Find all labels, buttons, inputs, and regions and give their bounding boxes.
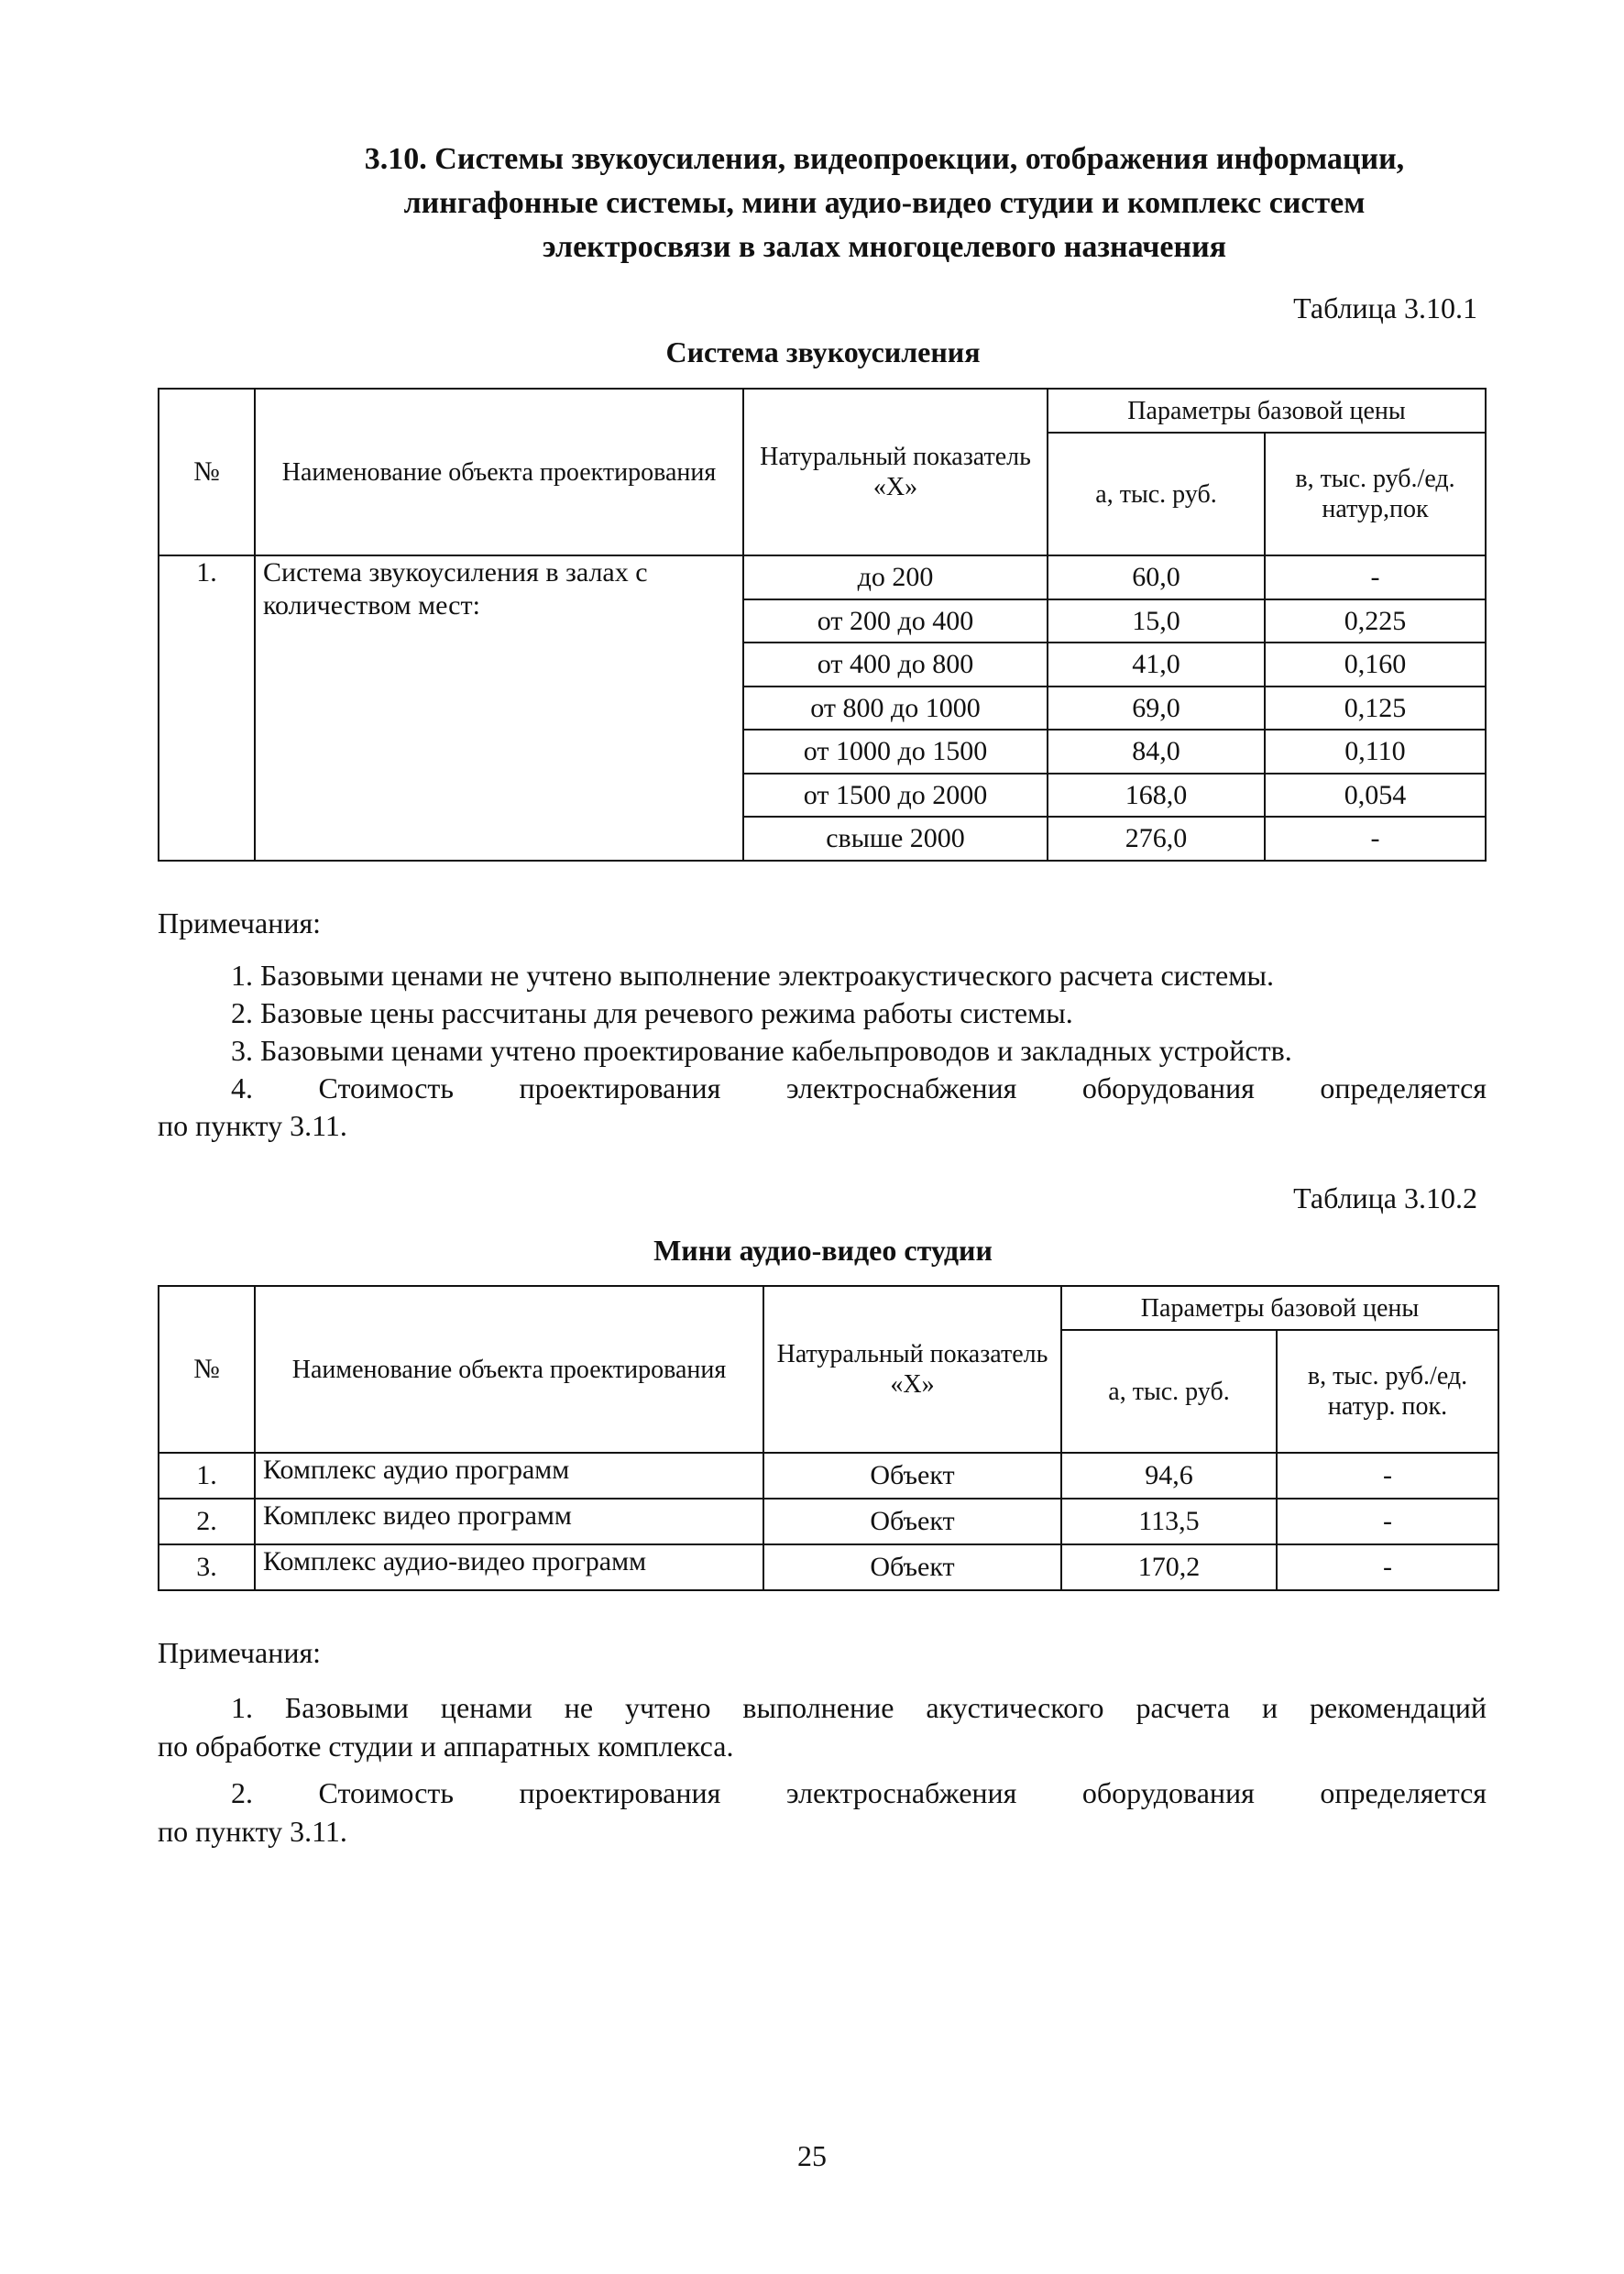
header-natural-indicator: Натуральный показатель «Х» [763, 1286, 1061, 1453]
cell-b: - [1265, 817, 1486, 861]
cell-indicator: до 200 [743, 555, 1048, 599]
cell-indicator: Объект [763, 1453, 1061, 1499]
heading-line-1: 3.10. Системы звукоусиления, видеопроекции, отображения информации, [364, 142, 1405, 176]
table-row-number: 2. [159, 1499, 255, 1544]
cell-a: 94,6 [1061, 1453, 1277, 1499]
table-2-label: Таблица 3.10.2 [1293, 1181, 1477, 1214]
page-number: 25 [797, 2139, 827, 2172]
cell-b: - [1277, 1453, 1498, 1499]
table-row-name: Комплекс аудио-видео программ [255, 1544, 763, 1590]
cell-a: 170,2 [1061, 1544, 1277, 1590]
cell-b: - [1277, 1544, 1498, 1590]
header-object-name: Наименование объекта проектирования [255, 1286, 763, 1453]
heading-line-2: лингафонные системы, мини аудио-видео студии и комплекс систем [403, 186, 1366, 220]
cell-indicator: свыше 2000 [743, 817, 1048, 861]
header-no: № [159, 1286, 255, 1453]
header-base-price-params: Параметры базовой цены [1061, 1286, 1498, 1330]
note-1-3: 3. Базовыми ценами учтено проектирование кабельпроводов и закладных устройств. [231, 1034, 1292, 1067]
table-row-number: 1. [159, 1453, 255, 1499]
note-2-2-continued: по пункту 3.11. [158, 1815, 347, 1848]
cell-b: - [1277, 1499, 1498, 1544]
cell-a: 168,0 [1048, 774, 1265, 817]
note-2-1-continued: по обработке студии и аппаратных комплекса. [158, 1730, 734, 1763]
cell-indicator: от 400 до 800 [743, 643, 1048, 687]
note-2-2: 2. Стоимость проектирования электроснабжения оборудования определяется [231, 1776, 1487, 1809]
table-row-number: 3. [159, 1544, 255, 1590]
row-number: 1. [159, 555, 255, 861]
table-row-name: Комплекс аудио программ [255, 1453, 763, 1499]
cell-indicator: от 1500 до 2000 [743, 774, 1048, 817]
cell-b: 0,125 [1265, 687, 1486, 730]
cell-a: 113,5 [1061, 1499, 1277, 1544]
cell-a: 276,0 [1048, 817, 1265, 861]
note-2-1: 1. Базовыми ценами не учтено выполнение акустического расчета и рекомендаций [231, 1691, 1487, 1724]
cell-indicator: от 800 до 1000 [743, 687, 1048, 730]
header-object-name: Наименование объекта проектирования [255, 389, 743, 555]
cell-b: 0,225 [1265, 599, 1486, 643]
header-param-b: в, тыс. руб./ед. натур,пок [1265, 433, 1486, 555]
table-mini-av-studios [158, 1285, 1499, 1591]
note-1-4-continued: по пункту 3.11. [158, 1109, 347, 1142]
section-heading [275, 137, 1494, 269]
cell-b: 0,160 [1265, 643, 1486, 687]
note-1-4: 4. Стоимость проектирования электроснабжения оборудования определяется [231, 1071, 1487, 1104]
header-param-b: в, тыс. руб./ед. натур. пок. [1277, 1330, 1498, 1453]
cell-a: 41,0 [1048, 643, 1265, 687]
table-1-label: Таблица 3.10.1 [1293, 291, 1477, 324]
header-natural-indicator: Натуральный показатель «Х» [743, 389, 1048, 555]
note-1-1: 1. Базовыми ценами не учтено выполнение электроакустического расчета системы. [231, 959, 1274, 992]
header-param-a: а, тыс. руб. [1048, 433, 1265, 555]
notes-2-title: Примечания: [158, 1636, 322, 1669]
cell-b: - [1265, 555, 1486, 599]
cell-b: 0,054 [1265, 774, 1486, 817]
header-no: № [159, 389, 255, 555]
cell-a: 69,0 [1048, 687, 1265, 730]
header-base-price-params: Параметры базовой цены [1048, 389, 1486, 433]
cell-indicator: Объект [763, 1499, 1061, 1544]
table-2-caption: Мини аудио-видео студии [653, 1234, 993, 1267]
cell-a: 60,0 [1048, 555, 1265, 599]
header-param-a: а, тыс. руб. [1061, 1330, 1277, 1453]
cell-b: 0,110 [1265, 730, 1486, 774]
notes-1-title: Примечания: [158, 906, 322, 939]
row-object-name: Система звукоусиления в залах с количеством мест: [255, 555, 743, 861]
cell-a: 15,0 [1048, 599, 1265, 643]
cell-indicator: Объект [763, 1544, 1061, 1590]
table-row-name: Комплекс видео программ [255, 1499, 763, 1544]
table-1-caption: Система звукоусиления [665, 335, 981, 368]
table-sound-reinforcement [158, 388, 1487, 862]
cell-indicator: от 1000 до 1500 [743, 730, 1048, 774]
note-1-2: 2. Базовые цены рассчитаны для речевого режима работы системы. [231, 996, 1073, 1029]
cell-indicator: от 200 до 400 [743, 599, 1048, 643]
cell-a: 84,0 [1048, 730, 1265, 774]
heading-line-3: электросвязи в залах многоцелевого назначения [542, 230, 1227, 264]
